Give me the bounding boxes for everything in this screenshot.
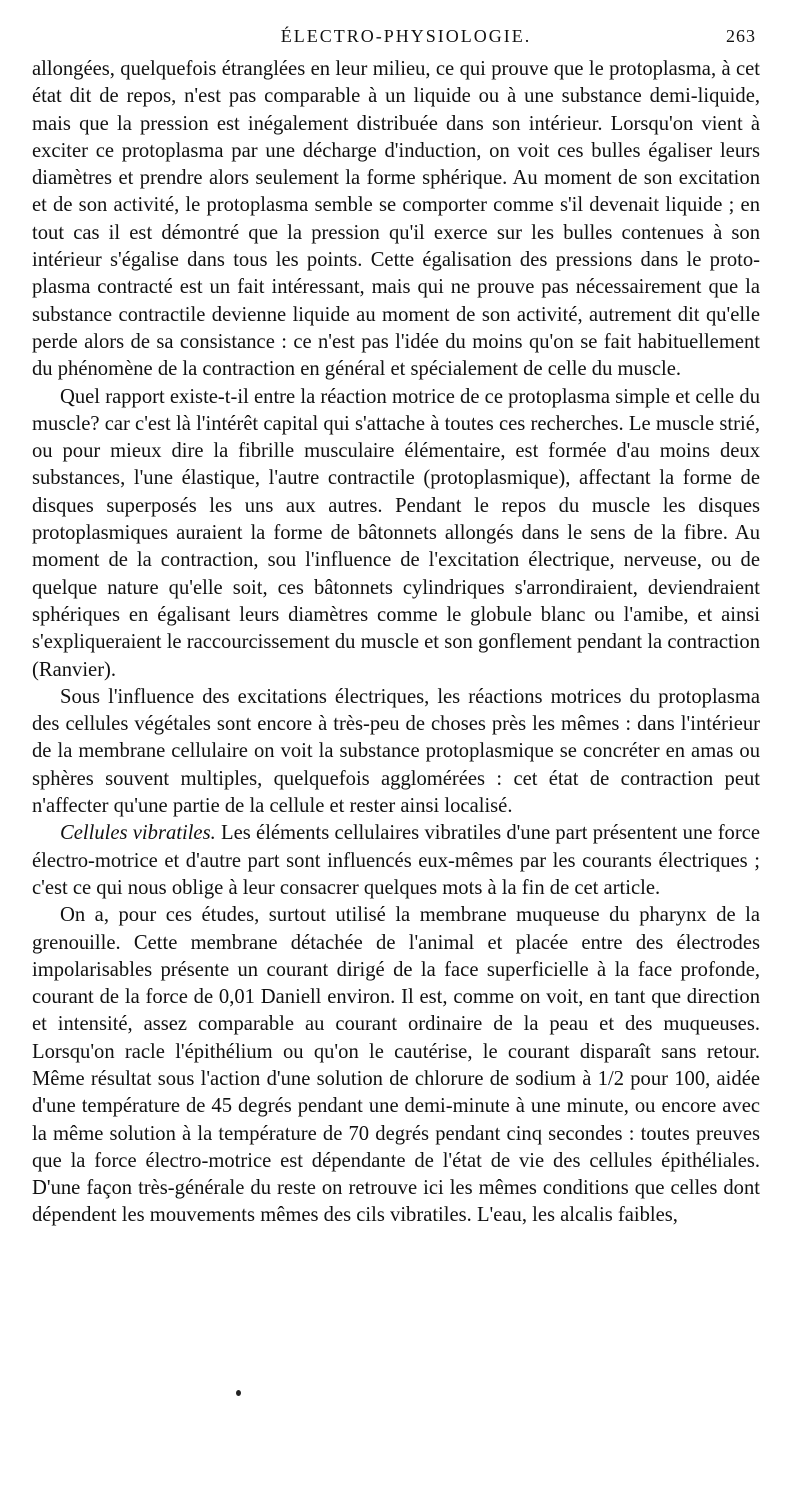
paragraph-4 bbox=[32, 820, 760, 902]
paragraph-4-text: Les éléments cellulaires vibratiles d'une part présentent une force électro-motrice et d'autre part sont influencés eux-mêmes par les courants électriques ; c'est ce qui nous oblige à leur consacrer quelques mots à la fin de cet article. bbox=[32, 822, 760, 899]
body-text bbox=[32, 56, 760, 1230]
paragraph-3: Sous l'influence des excitations électriques, les réactions motrices du protoplasma des cellules végétales sont encore à très-peu de choses près les mêmes : dans l'intérieur de la membrane cellulaire on voit la substance protoplasmique se concréter en amas ou sphères souvent multiples, quelquefois agglomérées : cet état de contraction peut n'affecter qu'une partie de la cellule et rester ainsi localisé. bbox=[32, 685, 760, 818]
section-heading-cellules-vibratiles: Cellules vibratiles. bbox=[60, 822, 216, 845]
running-header bbox=[32, 26, 760, 56]
paragraph-1: allongées, quelquefois étranglées en leur milieu, ce qui prouve que le protoplasma, à cet état dit de repos, n'est pas comparable à un liquide ou à une substance demi-liquide, mais que la pression est inégalement distribuée dans son intérieur. Lorsqu'on vient à exciter ce protoplasma par une décharge d'induction, on voit ces bulles égaliser leurs diamètres et prendre alors seulement la forme sphérique. Au moment de son excitation et de son activité, le protoplasma semble se comporter comme s'il devenait liquide ; en tout cas il est démontré que la pression qu'il exerce sur les bulles contenues à son intérieur s'égalise dans tous les points. Cette égalisation des pressions dans le protoplasma contracté est un fait intéressant, mais qui ne prouve pas nécessairement que la substance contractile devienne liquide au moment de son activité, autrement dit qu'elle perde alors de sa consistance : ce n'est pas l'idée du moins qu'on se fait habituellement du phénomène de la contraction en général et spécialement de celle du muscle. bbox=[32, 58, 760, 381]
running-title: ÉLECTRO-PHYSIOLOGIE. bbox=[280, 26, 532, 46]
page-number: 263 bbox=[726, 26, 756, 46]
paragraph-2: Quel rapport existe-t-il entre la réaction motrice de ce protoplasma simple et celle du muscle? car c'est là l'intérêt capital qui s'attache à toutes ces recherches. Le muscle strié, ou pour mieux dire la fibrille musculaire élémentaire, est formée d'au moins deux substances, l'une élastique, l'autre contractile (protoplasmique), affectant la forme de disques superposés les uns aux autres. Pendant le repos du muscle les disques protoplasmiques auraient la forme de bâtonnets allongés dans le sens de la fibre. Au moment de la contraction, sou l'influence de l'excitation électrique, nerveuse, ou de quelque nature qu'elle soit, ces bâtonnets cylindriques s'arrondiraient, deviendraient sphériques en égalisant leurs diamètres comme le globule blanc ou l'amibe, et ainsi s'expliqueraient le raccourcissement du muscle et son gonflement pendant la contraction (Ranvier). bbox=[32, 385, 760, 681]
ink-speck bbox=[236, 1390, 241, 1396]
paragraph-5: On a, pour ces études, surtout utilisé la membrane muqueuse du pharynx de la grenouille. Cette membrane détachée de l'animal et placée entre des électrodes impolarisables présente un courant dirigé de la face superficielle à la face profonde, courant de la force de 0,01 Daniell environ. Il est, comme on voit, en tant que direction et intensité, assez comparable au courant ordinaire de la peau et des muqueuses. Lorsqu'on racle l'épithélium ou qu'on le cautérise, le courant disparaît sans retour. Même résultat sous l'action d'une solution de chlorure de sodium à 1/2 pour 100, aidée d'une température de 45 degrés pendant une demi-minute à une minute, ou encore avec la même solution à la température de 70 degrés pendant cinq secondes : toutes preuves que la force électro-motrice est dépendante de l'état de vie des cellules épithéliales. D'une façon très-générale du reste on retrouve ici les mêmes conditions que celles dont dépendent les mouvements mêmes des cils vibratiles. L'eau, les alcalis faibles, bbox=[32, 904, 760, 1227]
